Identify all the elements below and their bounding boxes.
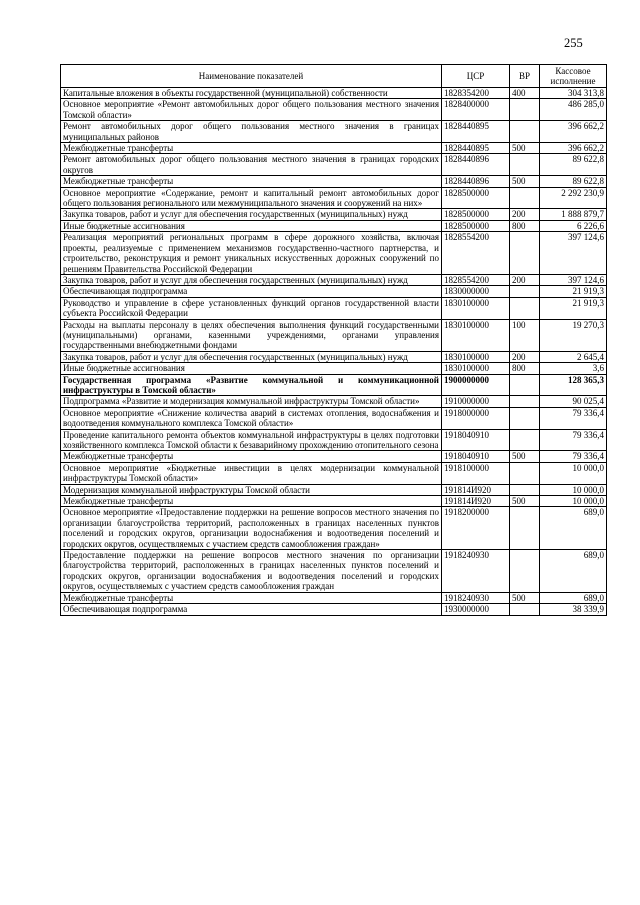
row-vr: [510, 154, 540, 176]
row-code: 1828554200: [442, 274, 510, 285]
row-vr: [510, 604, 540, 615]
row-vr: [510, 187, 540, 209]
row-code: 191814И920: [442, 484, 510, 495]
table-body: [61, 88, 607, 616]
row-amount: 486 285,0: [540, 99, 607, 121]
row-amount: 21 919,3: [540, 286, 607, 297]
header-vr: ВР: [510, 65, 540, 88]
row-code: 1830100000: [442, 297, 510, 319]
row-vr: [510, 396, 540, 407]
row-amount: 10 000,0: [540, 496, 607, 507]
row-vr: [510, 484, 540, 495]
row-name: Закупка товаров, работ и услуг для обеспечения государственных (муниципальных) нужд: [61, 351, 442, 362]
row-name: Иные бюджетные ассигнования: [61, 363, 442, 374]
row-vr: 500: [510, 143, 540, 154]
row-name: Проведение капитального ремонта объектов коммунальной инфраструктуры в целях подготовки хозяйственного комплекса Томской области к безаварийному прохождению отопительного сезона: [61, 429, 442, 451]
row-vr: [510, 429, 540, 451]
row-code: 1828440895: [442, 121, 510, 143]
row-vr: 200: [510, 351, 540, 362]
row-vr: [510, 232, 540, 275]
row-code: 1828440896: [442, 176, 510, 187]
row-vr: [510, 286, 540, 297]
row-name: Закупка товаров, работ и услуг для обеспечения государственных (муниципальных) нужд: [61, 209, 442, 220]
row-code: 1918100000: [442, 462, 510, 484]
row-code: 1918240930: [442, 550, 510, 593]
table-row: [61, 604, 607, 615]
row-amount: 79 336,4: [540, 451, 607, 462]
row-vr: [510, 462, 540, 484]
header-amount: Кассовое исполнение: [540, 65, 607, 88]
row-amount: 689,0: [540, 507, 607, 550]
row-name: Основное мероприятие «Бюджетные инвестиции в целях модернизации коммунальной инфраструктуры Томской области»: [61, 462, 442, 484]
table-row: [61, 363, 607, 374]
row-vr: [510, 374, 540, 396]
row-amount: 689,0: [540, 592, 607, 603]
row-vr: [510, 297, 540, 319]
row-amount: 10 000,0: [540, 484, 607, 495]
table-row: [61, 396, 607, 407]
page-number: 255: [564, 36, 583, 50]
row-name: Ремонт автомобильных дорог общего пользования местного значения в границах муниципальных районов: [61, 121, 442, 143]
row-name: Ремонт автомобильных дорог общего пользования местного значения в границах городских округов: [61, 154, 442, 176]
row-name: Межбюджетные трансферты: [61, 592, 442, 603]
row-vr: 800: [510, 363, 540, 374]
row-name: Иные бюджетные ассигнования: [61, 220, 442, 231]
row-vr: 200: [510, 209, 540, 220]
row-amount: 21 919,3: [540, 297, 607, 319]
table-row: [61, 286, 607, 297]
row-vr: [510, 121, 540, 143]
row-code: 1828440895: [442, 143, 510, 154]
row-amount: 397 124,6: [540, 274, 607, 285]
table-row: [61, 297, 607, 319]
row-amount: 1 888 879,7: [540, 209, 607, 220]
row-name: Межбюджетные трансферты: [61, 451, 442, 462]
table-row: [61, 220, 607, 231]
table-row: [61, 274, 607, 285]
table-row: [61, 319, 607, 351]
table-row: [61, 232, 607, 275]
row-vr: 100: [510, 319, 540, 351]
row-name: Обеспечивающая подпрограмма: [61, 604, 442, 615]
row-code: 1828440896: [442, 154, 510, 176]
table-row: [61, 88, 607, 99]
row-name: Подпрограмма «Развитие и модернизация коммунальной инфраструктуры Томской области»: [61, 396, 442, 407]
row-code: 1918000000: [442, 407, 510, 429]
row-amount: 38 339,9: [540, 604, 607, 615]
row-vr: 500: [510, 592, 540, 603]
row-name: Расходы на выплаты персоналу в целях обеспечения выполнения функций государственными (муниципальными) органами, казенными учреждениями, органами управления государственными внебюджетными фондами: [61, 319, 442, 351]
row-code: 1830100000: [442, 363, 510, 374]
row-amount: 128 365,3: [540, 374, 607, 396]
budget-execution-table: [60, 64, 607, 616]
table-row: [61, 351, 607, 362]
row-amount: 19 270,3: [540, 319, 607, 351]
row-vr: 800: [510, 220, 540, 231]
row-name: Предоставление поддержки на решение вопросов местного значения по организации благоустройства территорий, расположенных в границах населенных пунктов поселений и городских округов, организации водоснабжения и водоотведения поселений и городских округов, осуществляемых с участием средств самообложения граждан: [61, 550, 442, 593]
row-name: Межбюджетные трансферты: [61, 176, 442, 187]
row-name: Обеспечивающая подпрограмма: [61, 286, 442, 297]
row-vr: 500: [510, 176, 540, 187]
table-row: [61, 143, 607, 154]
table-row: [61, 507, 607, 550]
row-vr: [510, 507, 540, 550]
row-vr: [510, 407, 540, 429]
header-name: Наименование показателей: [61, 65, 442, 88]
row-vr: [510, 99, 540, 121]
row-code: 1830100000: [442, 319, 510, 351]
row-amount: 2 292 230,9: [540, 187, 607, 209]
table-row: [61, 462, 607, 484]
row-name: Закупка товаров, работ и услуг для обеспечения государственных (муниципальных) нужд: [61, 274, 442, 285]
table-row: [61, 154, 607, 176]
row-code: 1830100000: [442, 351, 510, 362]
table-row: [61, 374, 607, 396]
header-code: ЦСР: [442, 65, 510, 88]
row-name: Государственная программа «Развитие коммунальной и коммуникационной инфраструктуры в Томской области»: [61, 374, 442, 396]
row-amount: 397 124,6: [540, 232, 607, 275]
row-name: Руководство и управление в сфере установленных функций органов государственной власти субъекта Российской Федерации: [61, 297, 442, 319]
row-code: 1830000000: [442, 286, 510, 297]
row-amount: 79 336,4: [540, 429, 607, 451]
row-amount: 6 226,6: [540, 220, 607, 231]
row-name: Межбюджетные трансферты: [61, 496, 442, 507]
row-name: Основное мероприятие «Содержание, ремонт и капитальный ремонт автомобильных дорог общего пользования регионального или межмуниципального значения и сооружений на них»: [61, 187, 442, 209]
row-code: 1918040910: [442, 429, 510, 451]
row-vr: 500: [510, 496, 540, 507]
table-row: [61, 550, 607, 593]
row-name: Основное мероприятие «Ремонт автомобильных дорог общего пользования местного значения Томской области»: [61, 99, 442, 121]
table-row: [61, 451, 607, 462]
row-amount: 2 645,4: [540, 351, 607, 362]
row-name: Основное мероприятие «Снижение количества аварий в системах отопления, водоснабжения и водоотведения коммунального комплекса Томской области»: [61, 407, 442, 429]
row-code: 1918240930: [442, 592, 510, 603]
row-code: 1828354200: [442, 88, 510, 99]
row-amount: 304 313,8: [540, 88, 607, 99]
row-code: 1828500000: [442, 220, 510, 231]
row-vr: 500: [510, 451, 540, 462]
row-vr: 400: [510, 88, 540, 99]
row-name: Реализация мероприятий региональных программ в сфере дорожного хозяйства, включая проекты, реализуемые с применением механизмов государственно-частного партнерства, и строительство, реконструкция и ремонт уникальных искусственных дорожных сооружений по решениям Правительства Российской Федерации: [61, 232, 442, 275]
row-code: 1910000000: [442, 396, 510, 407]
row-name: Основное мероприятие «Предоставление поддержки на решение вопросов местного значения по организации благоустройства территорий, расположенных в границах населенных пунктов поселений и городских округов, организации водоснабжения и водоотведения поселений и городских округов, осуществляемых с участием средств самообложения граждан»: [61, 507, 442, 550]
row-name: Межбюджетные трансферты: [61, 143, 442, 154]
table-row: [61, 407, 607, 429]
table-row: [61, 187, 607, 209]
table-row: [61, 99, 607, 121]
row-code: 1828554200: [442, 232, 510, 275]
row-name: Капитальные вложения в объекты государственной (муниципальной) собственности: [61, 88, 442, 99]
row-vr: 200: [510, 274, 540, 285]
row-amount: 689,0: [540, 550, 607, 593]
row-amount: 90 025,4: [540, 396, 607, 407]
row-code: 1918040910: [442, 451, 510, 462]
row-code: 191814И920: [442, 496, 510, 507]
row-vr: [510, 550, 540, 593]
row-amount: 396 662,2: [540, 121, 607, 143]
row-code: 1918200000: [442, 507, 510, 550]
row-amount: 10 000,0: [540, 462, 607, 484]
row-code: 1900000000: [442, 374, 510, 396]
row-amount: 396 662,2: [540, 143, 607, 154]
table-row: [61, 121, 607, 143]
table-row: [61, 209, 607, 220]
row-amount: 79 336,4: [540, 407, 607, 429]
table-row: [61, 429, 607, 451]
row-amount: 3,6: [540, 363, 607, 374]
row-amount: 89 622,8: [540, 154, 607, 176]
table-row: [61, 176, 607, 187]
row-code: 1828400000: [442, 99, 510, 121]
row-amount: 89 622,8: [540, 176, 607, 187]
table-row: [61, 592, 607, 603]
table-row: [61, 496, 607, 507]
table-header-row: [61, 65, 607, 88]
table-row: [61, 484, 607, 495]
row-code: 1828500000: [442, 187, 510, 209]
row-code: 1930000000: [442, 604, 510, 615]
row-name: Модернизация коммунальной инфраструктуры Томской области: [61, 484, 442, 495]
row-code: 1828500000: [442, 209, 510, 220]
